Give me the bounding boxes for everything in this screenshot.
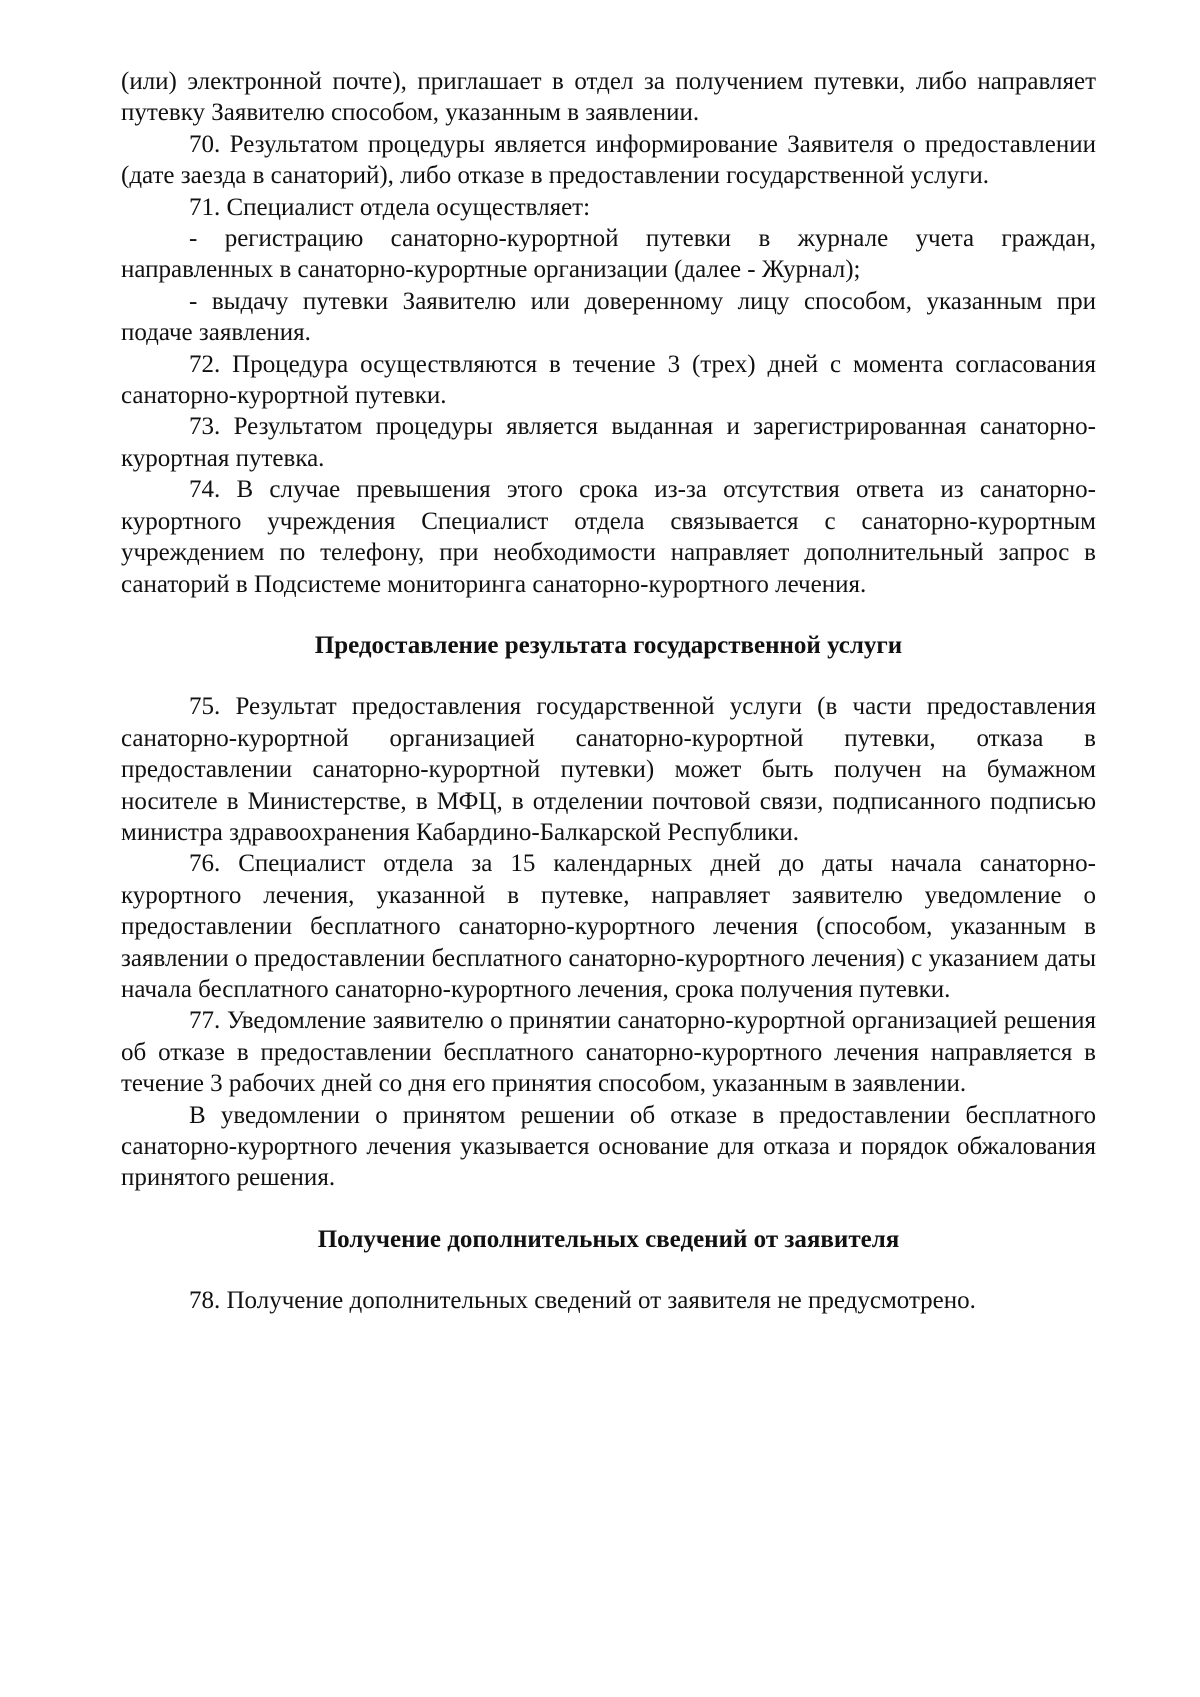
- paragraph-77-notice: В уведомлении о принятом решении об отказе в предоставлении бесплатного санаторно-курортного лечения указывается основание для отказа и порядок обжалования принятого решения.: [121, 1101, 1096, 1192]
- paragraph-71-item-issuance: - выдачу путевки Заявителю или доверенному лицу способом, указанным при подаче заявления.: [121, 287, 1096, 347]
- paragraph-71-item-registration: - регистрацию санаторно-курортной путевки в журнале учета граждан, направленных в санаторно-курортные организации (далее - Журнал);: [121, 225, 1096, 284]
- section-heading-result: Предоставление результата государственной услуги: [314, 631, 903, 659]
- document-page: [121, 66, 1096, 1317]
- paragraph-77: 77. Уведомление заявителю о принятии санаторно-курортной организацией решения об отказе в предоставлении бесплатного санаторно-курортного лечения направляется в течение 3 рабочих дней со дня его принятия способом, указанным в заявлении.: [121, 1007, 1096, 1098]
- paragraph-continuation: (или) электронной почте), приглашает в отдел за получением путевки, либо направляет путевку Заявителю способом, указанным в заявлении.: [121, 68, 1096, 127]
- paragraph-73: 73. Результатом процедуры является выданная и зарегистрированная санаторно-курортная путевка.: [121, 413, 1096, 472]
- paragraph-75: 75. Результат предоставления государственной услуги (в части предоставления санаторно-курортной организацией санаторно-курортной путевки, отказа в предоставлении санаторно-курортной путевки) может быть получен на бумажном носителе в Министерстве, в МФЦ, в отделении почтовой связи, подписанного подписью министра здравоохранения Кабардино-Балкарской Республики.: [121, 693, 1096, 846]
- spacer: [121, 1194, 1096, 1224]
- paragraph-78: 78. Получение дополнительных сведений от заявителя не предусмотрено.: [189, 1287, 976, 1315]
- spacer: [121, 600, 1096, 630]
- paragraph-71: 71. Специалист отдела осуществляет:: [189, 193, 591, 221]
- paragraph-70: 70. Результатом процедуры является информирование Заявителя о предоставлении (дате заезда в санаторий), либо отказе в предоставлении государственной услуги.: [121, 130, 1096, 190]
- paragraph-74: 74. В случае превышения этого срока из-за отсутствия ответа из санаторно-курортного учреждения Специалист отдела связывается с санаторно-курортным учреждением по телефону, при необходимости направляет дополнительный запрос в санаторий в Подсистеме мониторинга санаторно-курортного лечения.: [121, 476, 1096, 598]
- spacer: [121, 661, 1096, 691]
- spacer: [121, 1255, 1096, 1285]
- paragraph-76: 76. Специалист отдела за 15 календарных дней до даты начала санаторно-курортного лечения, указанной в путевке, направляет заявителю уведомление о предоставлении бесплатного санаторно-курортного лечения (способом, указанным в заявлении о предоставлении бесплатного санаторно-курортного лечения) с указанием даты начала бесплатного санаторно-курортного лечения, срока получения путевки.: [121, 850, 1096, 1003]
- paragraph-72: 72. Процедура осуществляются в течение 3 (трех) дней с момента согласования санаторно-курортной путевки.: [121, 350, 1096, 410]
- section-heading-additional-info: Получение дополнительных сведений от заявителя: [317, 1225, 900, 1253]
